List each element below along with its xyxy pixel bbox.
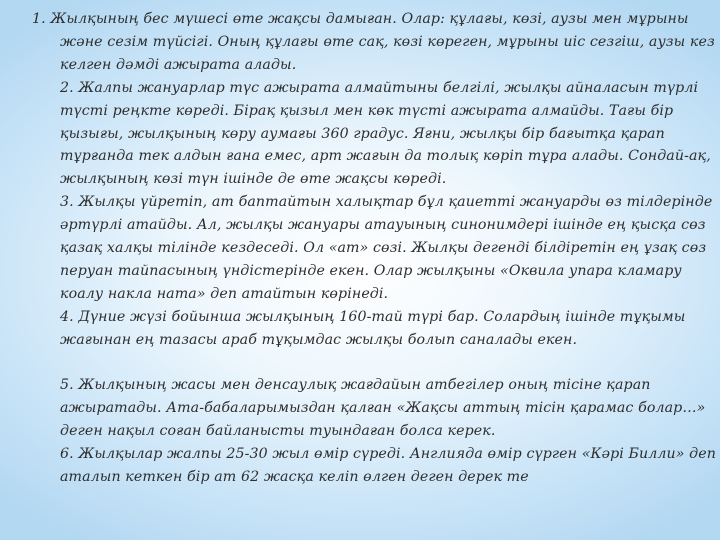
paragraph-2: 2. Жалпы жануарлар түс ажырата алмайтыны белгілі, жылқы айналасын түрлі түсті реңкте көреді. Бірақ қызыл мен көк түсті ажырата алмайды. Тағы бір қызығы, жылқының көру аумағы 360 градус. Яғни, жылқы бір бағытқа қарап тұрғанда тек алдын ғана емес, арт жағын да толық көріп тұра алады. Сондай-ақ, жылқының көзі түн ішінде де өте жақсы көреді. [60, 79, 711, 188]
paragraph-6: 6. Жылқылар жалпы 25-30 жыл өмір сүреді. Англияда өмір сүрген «Кәрі Билли» деп аталып кеткен бір ат 62 жасқа келіп өлген деген дерек те [60, 446, 716, 486]
paragraph-5: 5. Жылқының жасы мен денсаулық жағдайын атбегілер оның тісіне қарап ажыратады. Ата-бабаларымыздан қалған «Жақсы аттың тісін қарамас болар…» деген нақыл соған байланысты туындаған болса керек. [60, 377, 706, 440]
text-body [28, 8, 718, 489]
paragraph-3: 3. Жылқы үйретіп, ат баптайтын халықтар бұл қаиетті жануарды өз тілдерінде әртүрлі атайды. Ал, жылқы жануары атауының синонимдері ішінде ең қысқа сөз қазақ халқы тілінде кездеседі. Ол «ат» сөзі. Жылқы дегенді білдіретін ең ұзақ сөз перуан тайпасының үндістерінде екен. Олар жылқыны «Оквила упара кламару коалу накла ната» деп атайтын көрінеді. [60, 194, 713, 302]
blank-line [28, 352, 718, 375]
paragraph-4: 4. Дүние жүзі бойынша жылқының 160-тай түрі бар. Солардың ішінде тұқымы жағынан ең тазасы араб тұқымдас жылқы болып саналады екен. [60, 308, 686, 348]
paragraph-1: 1. Жылқының бес мүшесі өте жақсы дамыған. Олар: құлағы, көзі, аузы мен мұрыны және сезім түйсігі. Оның құлағы өте сақ, көзі көреген, мұрыны иіс сезгіш, аузы кез келген дәмді ажырата алады. [32, 11, 715, 73]
